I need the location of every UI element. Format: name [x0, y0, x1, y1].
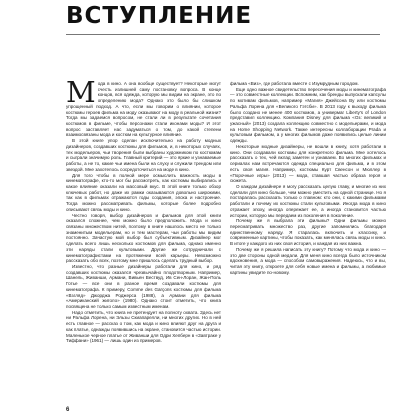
- right-paragraph-3: Некоторые модные дизайнеры, не вошли в книгу, хотя работали в кино. Они создавали костюмы для конкретного фильма. Мне хотелось рассказать о тех, чей вклад заметен и узнаваем. Во многих фильмах и сериалах нам встречаются одежда специально для фильма, и в этом есть своя магия. Например, костюмы Курт Свенсон и Мюллер в «Порочные игры» (2013) — мода, ставшая частью образа героя и сюжета.: [230, 143, 386, 184]
- right-paragraph-4: О каждом дизайнере я могу рассказать целую главу, и многие из них сделали для кино больше, чем можно уместить на одной странице. Но я постаралась рассказать только о главном: кто они, с какими фильмами работали и почему их костюмы стали культовыми. Иногда мода в кино отражает эпоху, иногда опережает ее, а иногда становится частью истории, которую мы передаем из поколения в поколение.: [230, 183, 386, 218]
- right-paragraph-6: Почему же я решила написать эту книгу? Потому что мода и кино — это две стороны одной медали. Для меня кино всегда было источником вдохновения, а мода — способом самовыражения. Надеюсь, что и вы, читая эту книгу, откроете для себя новые имена и фильмы, а любимые картины увидите по-новому.: [230, 246, 386, 275]
- left-text-column: [66, 75, 221, 344]
- section-heading: ВСТУПЛЕНИЕ: [66, 3, 253, 29]
- page-number: 6: [66, 407, 70, 413]
- right-paragraph-5: Почему же я выбрала эти фильмы? Одни фильмы можно пересматривать множество раз, другие запомнились благодаря единственному наряду. Я старалась включить и классику, и современные картины, чтобы показать, как менялась связь моды и кино. В итоге у каждого из них своя история, и каждая из них важна.: [230, 218, 386, 247]
- heading-rule: [66, 34, 380, 35]
- left-paragraph-6: Надо отметить, что книга не претендует на полноту охвата. Здесь нет ни Ральфа Лорена, ни Эльзы Скиапарелли, ни многих других. Но в ней есть главное — рассказ о том, как мода и кино влияют друг на друга и как платье, однажды появившись на экране, становится частью истории. Маленькое черное платье от Живанши для Одри Хепберн в «Завтраке у Тиффани» (1961) — лишь один из примеров.: [66, 309, 221, 344]
- left-paragraph-4: Честно говоря, выбор дизайнеров и фильмов для этой книги оказался сложнее, чем можно было предположить. Мода и кино связаны множеством нитей, поэтому в книге нашлось место не только знаменитым модельерам, но и тем мастерам, чьи работы мы видим постоянно. Зачастую мой выбор был субъективным. Дизайнер мог сделать всего лишь несколько костюмов для фильма, однако именно эти наряды стали культовыми. Другие же сотрудничали с кинематографистами на протяжении всей карьеры. Невозможно рассказать обо всех, поэтому мне пришлось сделать трудный выбор.: [66, 212, 221, 264]
- left-paragraph-2: В этой книге упор сделан исключительно на работу модных дизайнеров, создавших костюмы для фильмов, и, в некоторых случаях, тех модельеров, чьи творения были выбраны художником по костюмам и сыграли значимую роль. Главный критерий — это яркие и узнаваемые работы, а не то, какие чьи имена были на слуху и служили трендом или звездой. Мне захотелось сосредоточиться на моде в кино.: [66, 138, 221, 172]
- right-paragraph-2: Еще одно важное свидетельство пересечения моды и кинематографа — это совместные коллекции. Вспомним, как бренды выпускали капсулы по мотивам фильмов, например «Магия» Джейсона Ву или костюмы Ральфа Лорена для «Великого Гэтсби». В 2013 году к выходу фильма было создано не менее 400 костюмов, а универмаг Liberty's of London представил коллекцию. Компания Disney для фильма «Оз: великий и ужасный» (2013) создала коллекцию совместно с модельерами, и мода на Home Shopping Network. Также интересны коллаборации Prada и культовым фильмом, а у многих фильмов даже появились целые линии одежды.: [230, 86, 386, 144]
- left-paragraph-5: Известно, что разные дизайнеры работали для кино, и ряд создавших костюмы оказался чрезвычайно плодотворным. Например, Шанель, Живанши, Армани, Вивьен Вествуд, Ив Сен-Лоран, Жан-Поль Готье — все они в разное время создавали костюмы для кинематографа. К примеру, Comme des Garçons костюмы для фильма «Взгляд» Джорджа Роджерса (1988), а Армани для фильма «Американский жиголо» (1980). Однако стоит отметить, что книга посвящена не только самым известным именам.: [66, 264, 221, 310]
- right-paragraph-1: фильма «Виз», где работала вместе с Изумрудным городом.: [230, 81, 359, 86]
- right-text-column: [230, 81, 386, 275]
- left-paragraph-3: Для того чтобы в полной мере осмыслить важность моды в кинематографе, кто-то мог бы рассмотреть, как костюмы выбирались и какое влияние оказали на массовый вкус. В этой книге только обзор ключевых работ, но даже их рамки оказываются довольно широкими, так как в фильмах отражаются годы создания, эпоха и настроение. Тогда можно рассматривать фильмы, которые более подробно описывают связь моды и кино.: [66, 172, 221, 212]
- drop-cap: М: [66, 75, 96, 109]
- left-paragraph-1: Мода в кино. А она вообще существует? Некоторые могут счесть излишней саму постановку вопроса. В конце концов, вся одежда, которую мы видим на экране, это по определению мода? Однако это было бы слишком упрощенный подход. А что, если мы говорим о влиянии, которое костюмы героев фильма на моду оказывают на моду в реальной жизни? Тогда мы задаемся вопросом, не стали ли в результате сочетания костюмов в фильме, чтобы персонажи стали иконами моды? И этот вопрос заставляет нас задуматься о том, до какой степени взаимосвязаны мода и костюм на культурное влияние.: [66, 75, 221, 138]
